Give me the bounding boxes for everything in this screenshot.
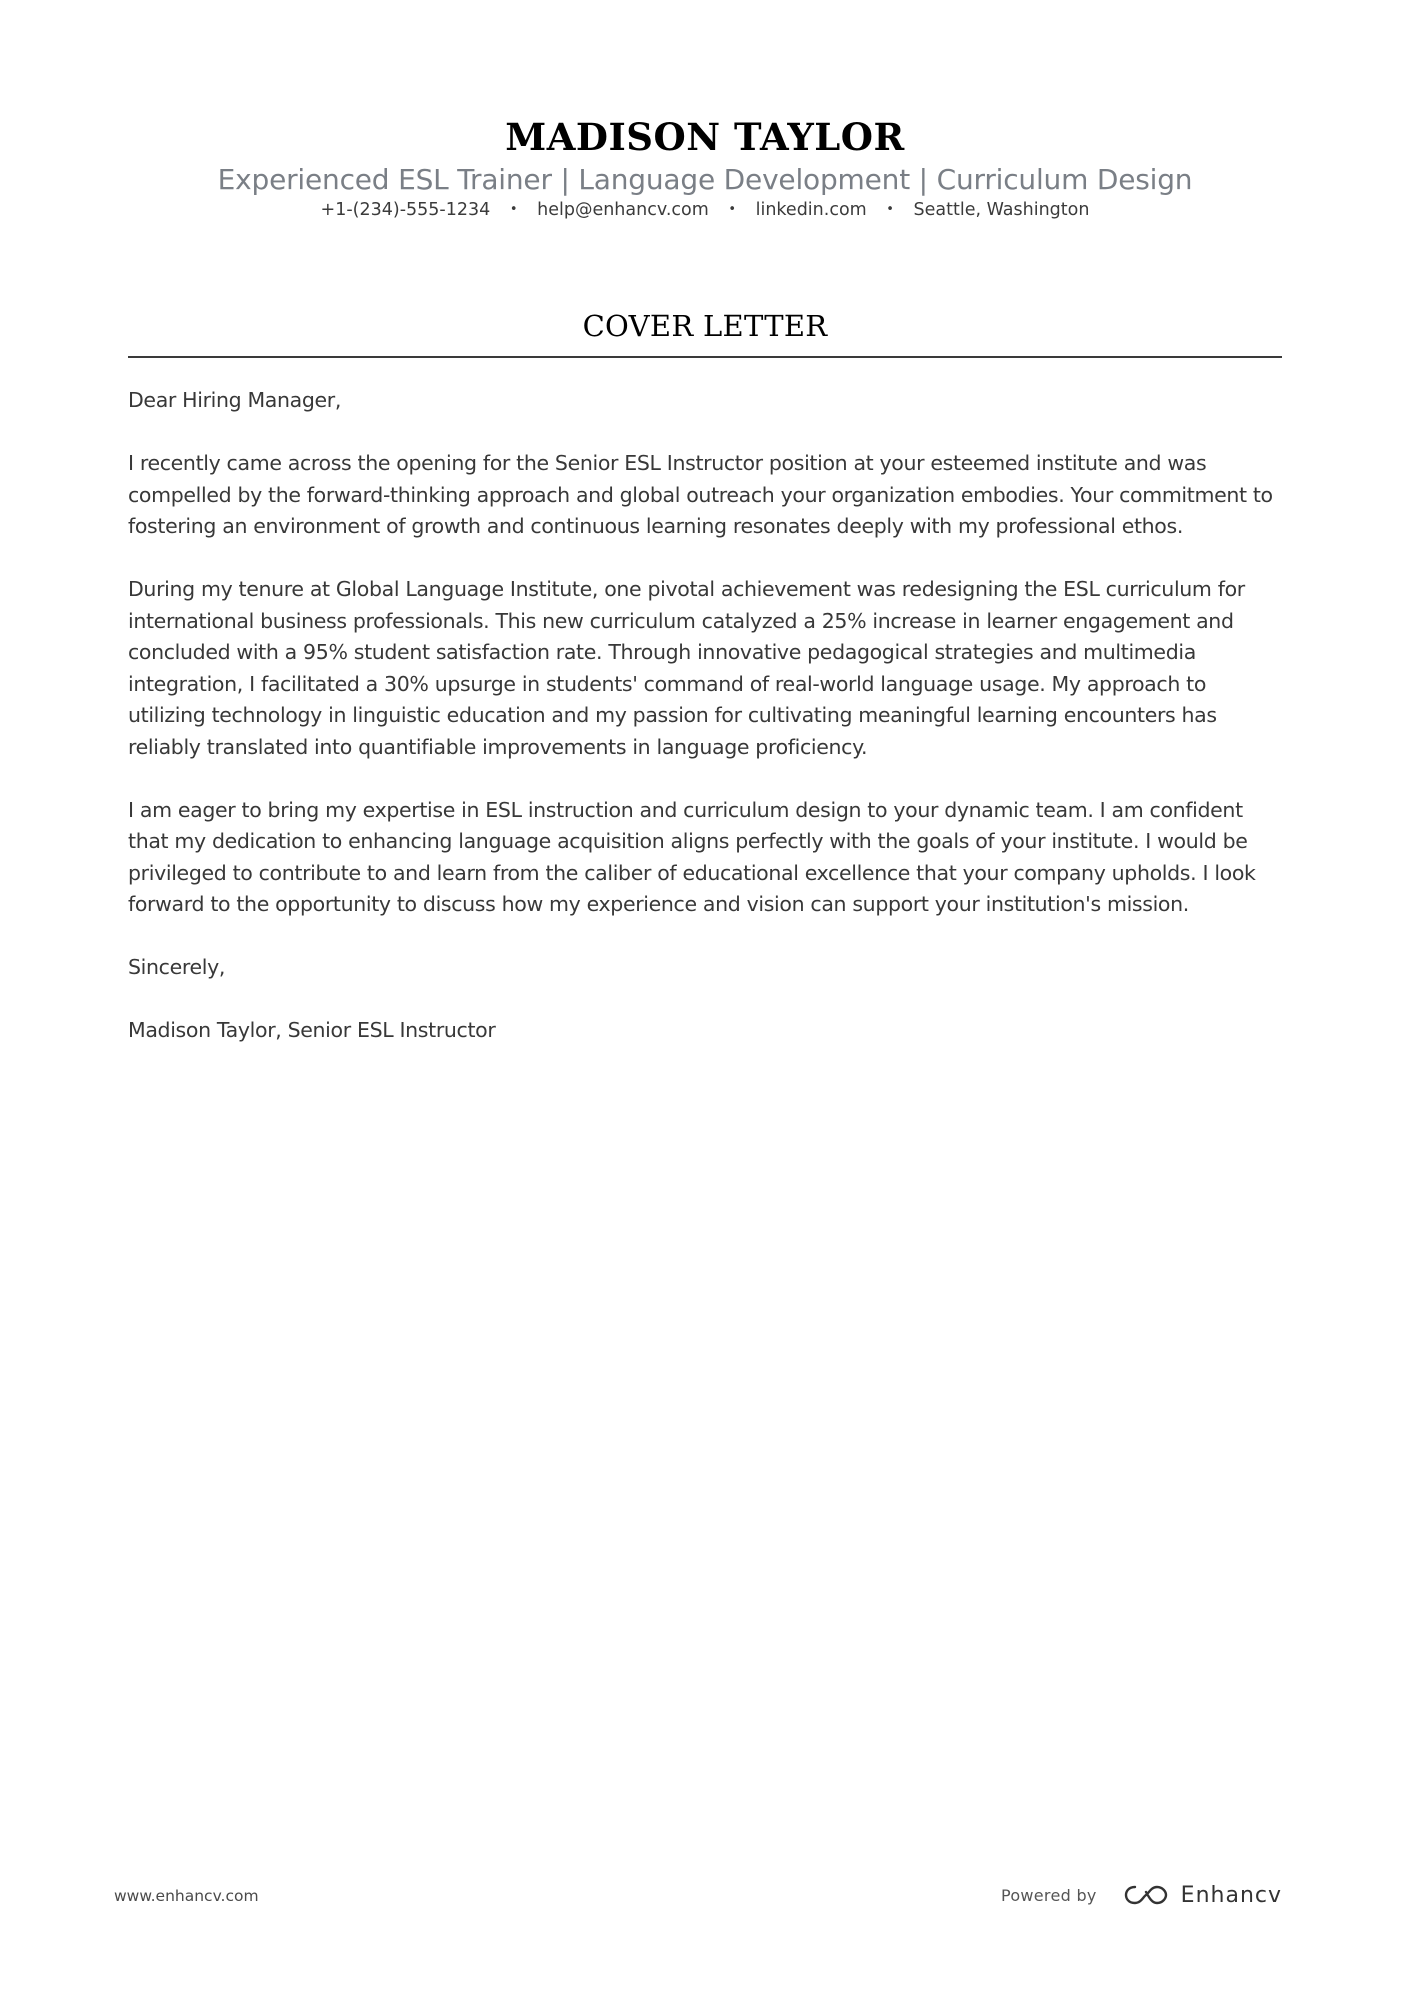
footer-website[interactable]: www.enhancv.com (114, 1887, 259, 1905)
letter-paragraph: I am eager to bring my expertise in ESL instruction and curriculum design to your dynamic team. I am confident that my dedication to enhancing language acquisition aligns perfectly with the goals of your institute. I would be privileged to contribute to and learn from the caliber of educational excellence that your company upholds. I look forward to the opportunity to discuss how my experience and vision can support your institution's mission. (128, 797, 1256, 916)
contact-email[interactable]: help@enhancv.com (537, 200, 709, 220)
contact-separator: • (886, 202, 894, 217)
powered-by-label: Powered by (1000, 1885, 1097, 1905)
contact-separator: • (728, 202, 737, 217)
letter-body (128, 385, 1288, 1078)
contact-line (128, 198, 1282, 222)
letter-paragraph: I recently came across the opening for the Senior ESL Instructor position at your esteemed institute and was compelled by the forward-thinking approach and global outreach your organization embodies. Your commitment to fostering an environment of growth and continuous learning resonates deeply with my professional ethos. (128, 451, 1273, 538)
letter-salutation: Dear Hiring Manager, (128, 388, 342, 412)
contact-location: Seattle, Washington (913, 200, 1090, 220)
letter-closing: Sincerely, (128, 955, 226, 979)
enhancv-logo-icon (1123, 1883, 1169, 1907)
resume-header (128, 112, 1282, 222)
letter-paragraph: During my tenure at Global Language Institute, one pivotal achievement was redesigning the ESL curriculum for international business professionals. This new curriculum catalyzed a 25% increase in learner engagement and concluded with a 95% student satisfaction rate. Through innovative pedagogical strategies and multimedia integration, I facilitated a 30% upsurge in students' command of real-world language usage. My approach to utilizing technology in linguistic education and my passion for cultivating meaningful learning encounters has reliably translated into quantifiable improvements in language proficiency. (128, 577, 1245, 759)
letter-signature: Madison Taylor, Senior ESL Instructor (128, 1018, 496, 1042)
contact-phone[interactable]: +1-(234)-555-1234 (320, 200, 491, 220)
candidate-name: MADISON TAYLOR (505, 115, 905, 159)
candidate-tagline: Experienced ESL Trainer | Language Development | Curriculum Design (217, 163, 1193, 196)
section-title: COVER LETTER (582, 309, 828, 343)
contact-linkedin[interactable]: linkedin.com (755, 200, 867, 220)
section-divider (128, 356, 1282, 358)
footer-branding[interactable] (1001, 1878, 1282, 1912)
contact-separator: • (509, 202, 518, 217)
brand-name: Enhancv (1180, 1882, 1282, 1908)
